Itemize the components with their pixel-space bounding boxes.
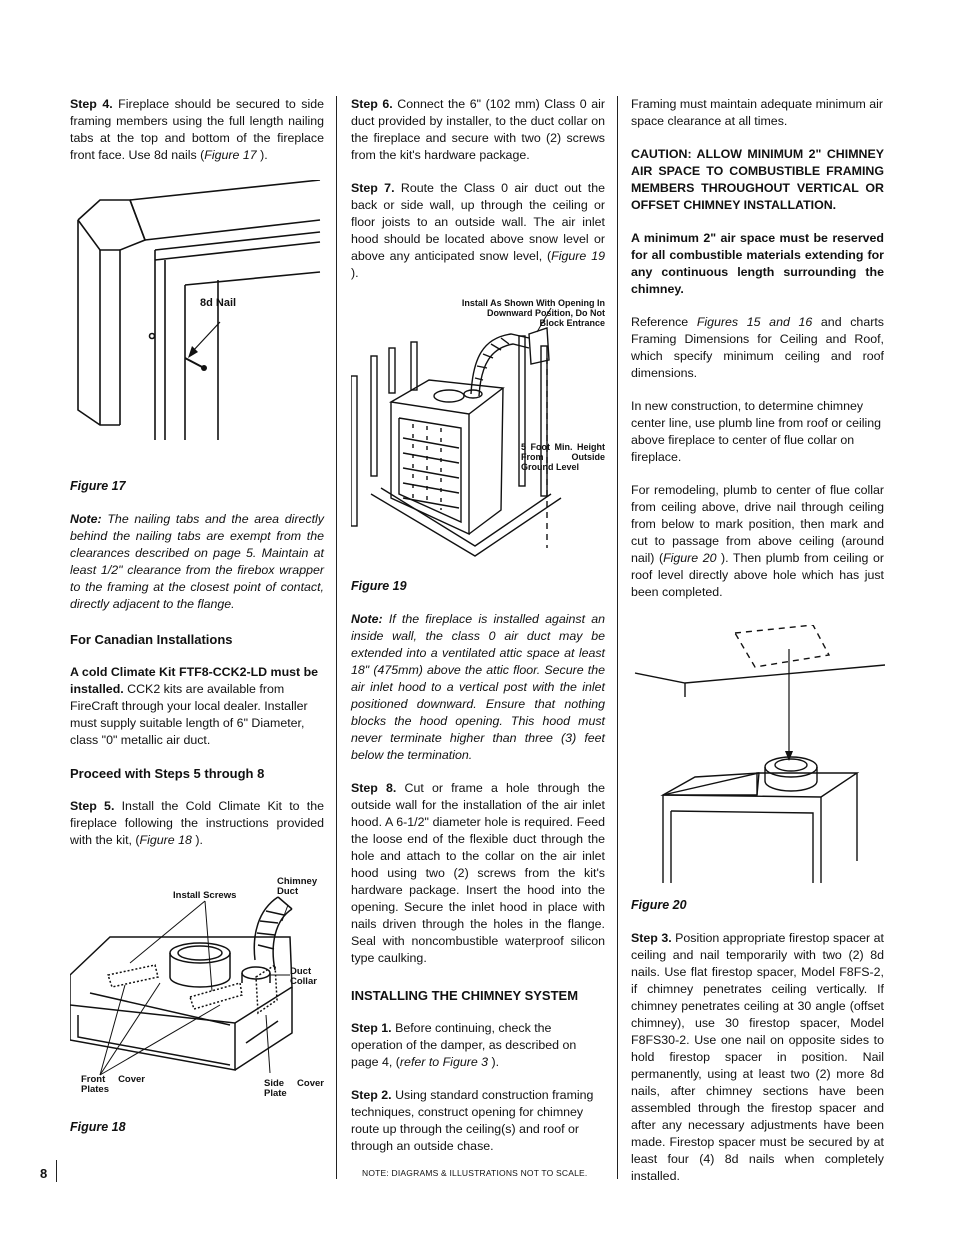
step2-paragraph: Step 2. Using standard construction framing techniques, construct opening for chimney route up through the ceiling(s) and roof or through an outside chase.	[351, 1088, 594, 1153]
figure-19-drawing	[351, 298, 605, 566]
figure-17	[70, 180, 324, 460]
figure-17-caption: Figure 17	[70, 479, 126, 493]
figure-19-caption: Figure 19	[351, 579, 407, 593]
column-rule-1	[336, 96, 337, 1179]
fig19-height-label: 5 Foot Min. Height From Outside Ground Level	[521, 442, 605, 472]
canadian-installations-heading: For Canadian Installations	[70, 632, 233, 647]
figure-19	[351, 298, 605, 566]
figure-18	[70, 865, 324, 1103]
footer-note: NOTE: DIAGRAMS & ILLUSTRATIONS NOT TO SCALE.	[362, 1168, 588, 1178]
column-2	[351, 96, 605, 1171]
column-3	[631, 96, 884, 1201]
step6-paragraph: Step 6. Connect the 6" (102 mm) Class 0 air duct provided by installer, to the duct collar on the fireplace and secure with two (2) screws from the kit's hardware package.	[351, 97, 605, 162]
figure-20-caption: Figure 20	[631, 898, 687, 912]
fig18-front-cover-label: Front Cover Plates	[81, 1074, 145, 1095]
step4-paragraph: Step 4. Fireplace should be secured to side framing members using the full length nailing tabs at the top and bottom of the fireplace front face. Use 8d nails (Figure 17 ).	[70, 97, 324, 162]
note-paragraph-col1: Note: The nailing tabs and the area directly behind the nailing tabs are exempt from the clearances described on page 5. Maintain at least 1/2" clearance from the firebox wrapper to the framing at the closest point of contact, directly adjacent to the flange.	[70, 512, 324, 611]
figure-20-drawing	[631, 625, 885, 883]
page-edge-rule	[56, 1160, 57, 1182]
step1-paragraph: Step 1. Before continuing, check the operation of the damper, as described on page 4, (refer to Figure 3 ).	[351, 1021, 577, 1069]
framing-paragraph: Framing must maintain adequate minimum air space clearance at all times.	[631, 97, 884, 128]
column-rule-2	[617, 96, 618, 1179]
cold-climate-paragraph: A cold Climate Kit FTF8-CCK2-LD must be installed. CCK2 kits are available from FireCraft through your local dealer. Installer must supply suitable length of 6" Diameter, class "0" metallic air duct.	[70, 665, 319, 747]
fig19-install-label: Install As Shown With Opening In Downward Position, Do Not Block Entrance	[461, 298, 605, 328]
new-construction-paragraph: In new construction, to determine chimney center line, use plumb line from roof or ceiling above fireplace to center of flue collar on fireplace.	[631, 399, 881, 464]
reference-paragraph: Reference Figures 15 and 16 and charts Framing Dimensions for Ceiling and Roof, which specify minimum ceiling and roof dimensions.	[631, 315, 884, 380]
fig17-8d-nail-label: 8d Nail	[200, 297, 237, 309]
figure-18-caption: Figure 18	[70, 1120, 126, 1134]
airspace-paragraph: A minimum 2" air space must be reserved for all combustible materials extending for any continuous length surrounding the chimney.	[631, 231, 884, 296]
note-paragraph-col2: Note: If the fireplace is installed against an inside wall, the class 0 air duct may be extended into a ventilated attic space at least 18" (475mm) above the attic floor. Secure the air inlet hood to a vertical post with the inlet positioned downward. Ensure that nothing blocks the hood opening. This hood must never terminate higher than three (3) feet below the termination.	[351, 612, 605, 762]
figure-20	[631, 625, 884, 883]
fig18-side-cover-label: Side Cover Plate	[264, 1078, 324, 1099]
step8-paragraph: Step 8. Cut or frame a hole through the outside wall for the installation of the air inlet hood. A 6-1/2" diameter hole is required. Feed the loose end of the flexible duct through the hole and attach to the collar on the air inlet hood using two (2) screws from the kit's hardware package. Insert the hood into the opening. Secure the inlet hood in place with nails driven through the holes in the flange. Seal with noncombustible waterproof silicon type caulking.	[351, 781, 605, 965]
column-1	[70, 96, 324, 1136]
fig18-duct-collar-label: Duct Collar	[290, 966, 317, 987]
page-number: 8	[40, 1166, 48, 1181]
installing-chimney-heading: INSTALLING THE CHIMNEY SYSTEM	[351, 988, 579, 1003]
remodeling-paragraph: For remodeling, plumb to center of flue collar from ceiling above, drive nail through ceiling from below to mark position, then mark and cut to passage from above ceiling (around nail) (Figure 20 ). Then plumb from ceiling or roof level directly above hole which has just been completed.	[631, 483, 884, 599]
fig18-chimney-duct-label: Chimney Duct	[277, 876, 318, 897]
figure-17-drawing	[70, 180, 324, 460]
step3-paragraph: Step 3. Position appropriate firestop spacer at ceiling and nail temporarily with two (2) 8d nails. Use flat firestop spacer, Model F8FS-2, if chimney penetrates ceiling vertically. If chimney penetrates ceiling at 30 angle (offset chimney), use 30 firestop spacer, Model F8FS30-2. Use one nail on opposite sides to hold firestop spacer in position. Nail permanently, using at least two (2) more 8d nails, after chimney sections have been assembled through the firestop spacer and after any necessary adjustments have been made. Firestop spacer must be secured by at least four (4) 8d nails when completely installed.	[631, 931, 884, 1183]
proceed-heading: Proceed with Steps 5 through 8	[70, 766, 265, 781]
step5-paragraph: Step 5. Install the Cold Climate Kit to the fireplace following the instructions provided with the kit, (Figure 18 ).	[70, 799, 324, 847]
fig18-install-screws-label: Install Screws	[173, 890, 237, 901]
step7-paragraph: Step 7. Route the Class 0 air duct out the back or side wall, up through the ceiling or floor joists to an outside wall. The air inlet hood should be located above snow level or above any anticipated snow level, (Figure 19 ).	[351, 181, 605, 280]
caution-paragraph: CAUTION: ALLOW MINIMUM 2" CHIMNEY AIR SPACE TO COMBUSTIBLE FRAMING MEMBERS THROUGHOUT VERTICAL OR OFFSET CHIMNEY INSTALLATION.	[631, 147, 884, 212]
